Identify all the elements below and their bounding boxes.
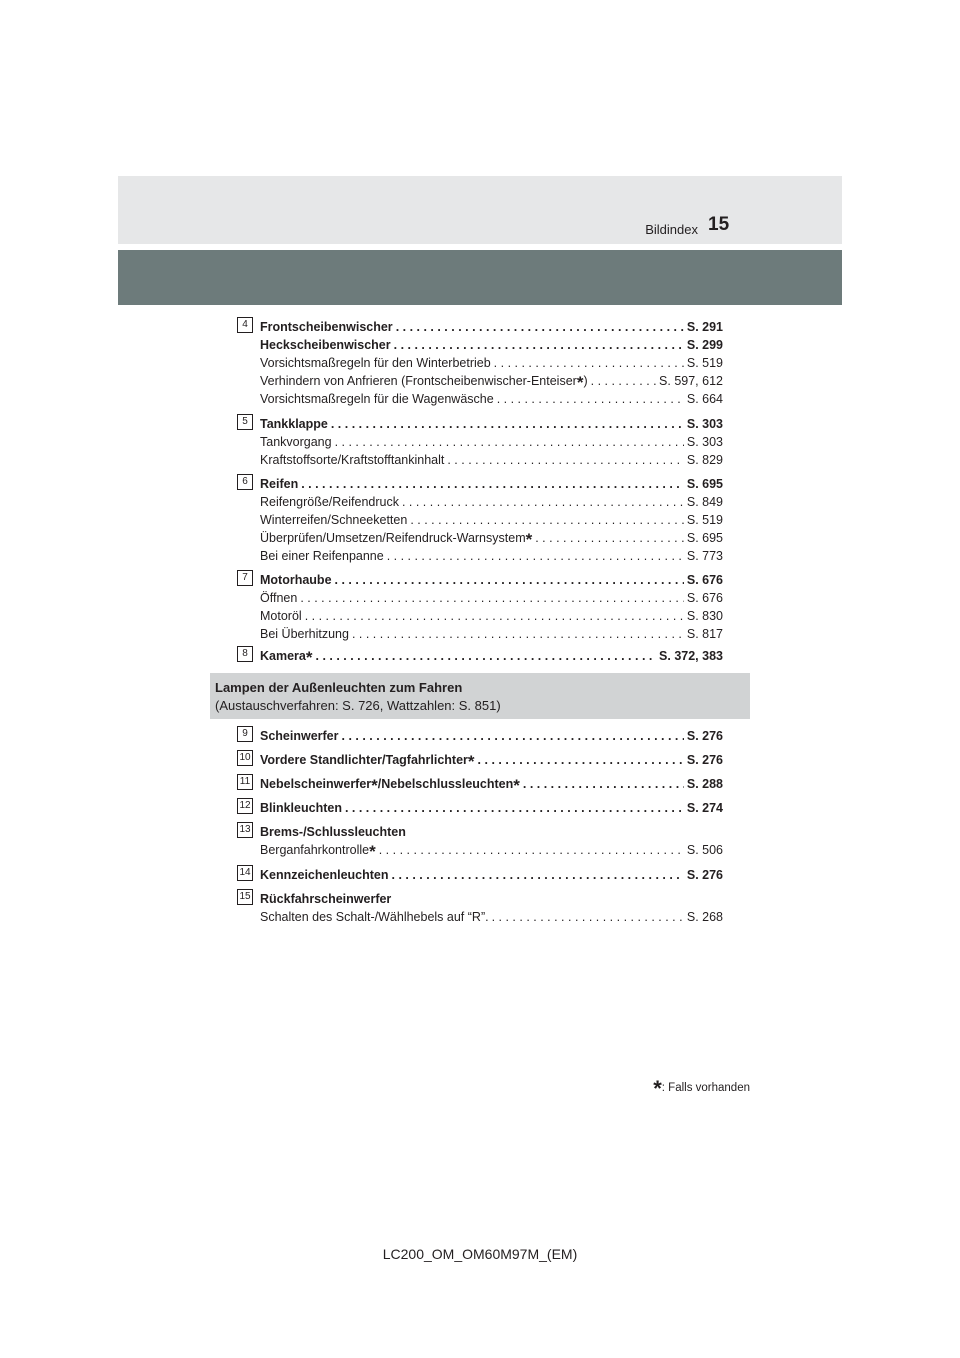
index-line-text: Reifen — [260, 477, 299, 491]
asterisk-icon: * — [513, 776, 520, 795]
dot-leader — [523, 777, 684, 791]
dot-leader — [352, 627, 684, 641]
index-line-text: Vorsichtsmaßregeln für die Wagenwäsche — [260, 392, 494, 406]
asterisk-icon: * — [369, 842, 376, 861]
dot-leader — [305, 609, 684, 623]
index-line — [260, 573, 723, 591]
page-reference: S. 519 — [686, 356, 723, 370]
dot-leader — [335, 573, 684, 587]
index-line-text: Nebelscheinwerfer*/Nebelschlussleuchten* — [260, 776, 520, 795]
index-line — [260, 392, 723, 410]
index-line-text: Bei Überhitzung — [260, 627, 349, 641]
entry-number-badge: 7 — [237, 570, 253, 586]
lamp-section-subtitle: (Austauschverfahren: S. 726, Wattzahlen: S. 851) — [215, 698, 501, 713]
page-reference: S. 773 — [686, 549, 723, 563]
index-entry — [237, 417, 723, 471]
dot-leader — [379, 843, 684, 857]
page-reference: S. 506 — [686, 843, 723, 857]
index-entry — [237, 320, 723, 410]
index-line-text: Reifengröße/Reifendruck — [260, 495, 399, 509]
entry-number-badge: 13 — [237, 822, 253, 838]
index-line-text: Bei einer Reifenpanne — [260, 549, 384, 563]
asterisk-icon: * — [467, 752, 475, 771]
page-reference: S. 303 — [686, 417, 723, 431]
page-reference: S. 299 — [686, 338, 723, 352]
index-line-text: Öffnen — [260, 591, 298, 605]
index-line — [260, 801, 723, 819]
page-reference: S. 276 — [686, 753, 723, 767]
index-line — [260, 495, 723, 513]
dot-leader — [392, 868, 684, 882]
index-line-text: Schalten des Schalt-/Wählhebels auf “R”. — [260, 910, 489, 924]
dot-leader — [591, 374, 656, 388]
page-reference: S. 303 — [686, 435, 723, 449]
dot-leader — [497, 392, 684, 406]
index-line — [260, 843, 723, 861]
index-entry — [237, 892, 723, 928]
dot-leader — [396, 320, 684, 334]
page-reference: S. 274 — [686, 801, 723, 815]
index-entry — [237, 825, 723, 861]
header-band-light — [118, 176, 842, 244]
page-reference: S. 830 — [686, 609, 723, 623]
index-line-text: Überprüfen/Umsetzen/Reifendruck-Warnsystem* — [260, 530, 533, 549]
entry-number-badge: 4 — [237, 317, 253, 333]
dot-leader — [410, 513, 684, 527]
footnote — [653, 1076, 750, 1101]
entry-number-badge: 11 — [237, 774, 253, 790]
lamp-section-title: Lampen der Außenleuchten zum Fahren — [215, 680, 463, 695]
index-line — [260, 753, 723, 771]
dot-leader — [478, 753, 684, 767]
index-entry — [237, 801, 723, 819]
dot-leader — [316, 649, 657, 663]
dot-leader — [331, 417, 684, 431]
page-reference: S. 817 — [686, 627, 723, 641]
index-line — [260, 549, 723, 567]
asterisk-icon: * — [576, 373, 584, 392]
asterisk-icon: * — [305, 648, 313, 667]
dot-leader — [301, 477, 684, 491]
dot-leader — [335, 435, 684, 449]
page-reference: S. 829 — [686, 453, 723, 467]
index-line — [260, 777, 723, 795]
page-reference: S. 288 — [686, 777, 723, 791]
page-reference: S. 519 — [686, 513, 723, 527]
document-code: LC200_OM_OM60M97M_(EM) — [382, 1246, 578, 1262]
index-line — [260, 531, 723, 549]
dot-leader — [345, 801, 684, 815]
index-line — [260, 320, 723, 338]
index-entry — [237, 729, 723, 747]
index-entry — [237, 868, 723, 886]
page-reference: S. 276 — [686, 729, 723, 743]
page-number: 15 — [708, 214, 730, 235]
index-line-text: Vorsichtsmaßregeln für den Winterbetrieb — [260, 356, 491, 370]
section-title: Bildindex — [645, 222, 698, 237]
page-reference: S. 676 — [686, 573, 723, 587]
index-line-text: Scheinwerfer — [260, 729, 339, 743]
index-line — [260, 609, 723, 627]
index-line-text: Kennzeichenleuchten — [260, 868, 389, 882]
index-line — [260, 892, 723, 910]
asterisk-icon: * — [525, 530, 533, 549]
index-line-text: Berganfahrkontrolle* — [260, 842, 376, 861]
entry-number-badge: 10 — [237, 750, 253, 766]
index-line-text: Tankklappe — [260, 417, 328, 431]
page-reference: S. 597, 612 — [659, 374, 723, 388]
footnote-text: : Falls vorhanden — [661, 1082, 750, 1094]
page-reference: S. 276 — [686, 868, 723, 882]
index-line-text: Vordere Standlichter/Tagfahrlichter* — [260, 752, 475, 771]
dot-leader — [342, 729, 684, 743]
dot-leader — [492, 910, 684, 924]
header-band-dark — [118, 250, 842, 305]
index-line — [260, 627, 723, 645]
entry-number-badge: 6 — [237, 474, 253, 490]
dot-leader — [402, 495, 684, 509]
page-reference: S. 291 — [686, 320, 723, 334]
page-reference: S. 664 — [686, 392, 723, 406]
index-entry — [237, 573, 723, 645]
index-entry — [237, 777, 723, 795]
index-line — [260, 374, 723, 392]
page-reference: S. 849 — [686, 495, 723, 509]
index-line-text: Frontscheibenwischer — [260, 320, 393, 334]
entry-number-badge: 14 — [237, 865, 253, 881]
page-reference: S. 268 — [686, 910, 723, 924]
index-line — [260, 825, 723, 843]
index-line — [260, 649, 723, 667]
dot-leader — [387, 549, 684, 563]
asterisk-icon: * — [653, 1076, 662, 1101]
index-line — [260, 356, 723, 374]
page-reference: S. 676 — [686, 591, 723, 605]
index-line — [260, 910, 723, 928]
index-entry — [237, 649, 723, 667]
entry-number-badge: 5 — [237, 414, 253, 430]
index-line — [260, 513, 723, 531]
index-line-text: Motoröl — [260, 609, 302, 623]
index-line-text: Brems-/Schlussleuchten — [260, 825, 406, 839]
page-reference: S. 372, 383 — [659, 649, 723, 663]
index-line — [260, 868, 723, 886]
index-line-text: Kraftstoffsorte/Kraftstofftankinhalt — [260, 453, 445, 467]
index-entry — [237, 753, 723, 771]
page-reference: S. 695 — [686, 477, 723, 491]
dot-leader — [300, 591, 684, 605]
entry-number-badge: 8 — [237, 646, 253, 662]
index-line-text: Motorhaube — [260, 573, 332, 587]
entry-number-badge: 9 — [237, 726, 253, 742]
index-line-text: Verhindern von Anfrieren (Frontscheibenwischer-Enteiser*) — [260, 373, 588, 392]
dot-leader — [494, 356, 684, 370]
entry-number-badge: 15 — [237, 889, 253, 905]
page-reference: S. 695 — [686, 531, 723, 545]
index-line-text: Blinkleuchten — [260, 801, 342, 815]
index-line-text: Winterreifen/Schneeketten — [260, 513, 408, 527]
index-entry — [237, 477, 723, 567]
dot-leader — [394, 338, 684, 352]
index-line-text: Kamera* — [260, 648, 313, 667]
index-line-text: Heckscheibenwischer — [260, 338, 391, 352]
index-line — [260, 453, 723, 471]
dot-leader — [447, 453, 684, 467]
index-line — [260, 477, 723, 495]
index-line-text: Tankvorgang — [260, 435, 332, 449]
lamp-section-box — [210, 673, 750, 719]
index-line — [260, 729, 723, 747]
entry-number-badge: 12 — [237, 798, 253, 814]
asterisk-icon: * — [371, 776, 378, 795]
index-line — [260, 417, 723, 435]
index-line — [260, 435, 723, 453]
index-line — [260, 338, 723, 356]
index-line-text: Rückfahrscheinwerfer — [260, 892, 392, 906]
index-line — [260, 591, 723, 609]
dot-leader — [535, 531, 684, 545]
